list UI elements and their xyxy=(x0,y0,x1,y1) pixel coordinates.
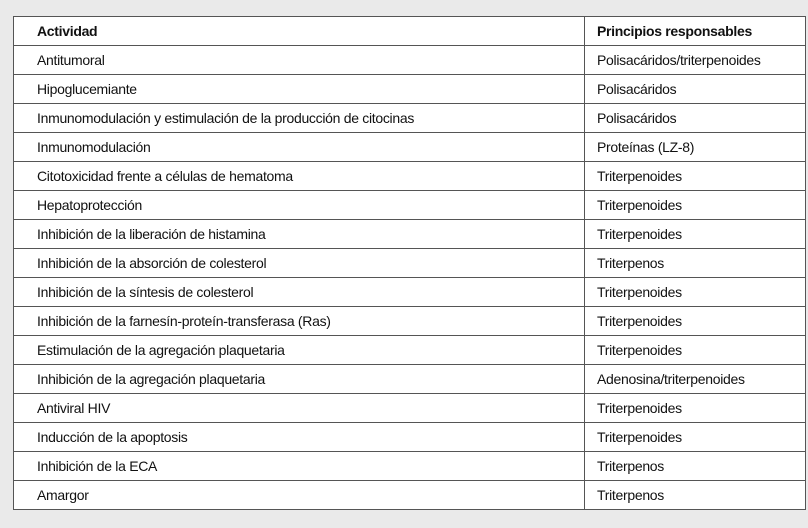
cell-actividad: Antiviral HIV xyxy=(14,394,585,423)
cell-actividad: Antitumoral xyxy=(14,46,585,75)
table-row xyxy=(14,481,806,510)
cell-principios: Triterpenoides xyxy=(585,423,806,452)
cell-actividad: Citotoxicidad frente a células de hematoma xyxy=(14,162,585,191)
table-row xyxy=(14,104,806,133)
cell-principios: Triterpenoides xyxy=(585,307,806,336)
table-row xyxy=(14,278,806,307)
cell-principios: Triterpenoides xyxy=(585,191,806,220)
cell-actividad: Amargor xyxy=(14,481,585,510)
table-row xyxy=(14,46,806,75)
cell-actividad: Inmunomodulación xyxy=(14,133,585,162)
table-header-row xyxy=(14,17,806,46)
table-row xyxy=(14,452,806,481)
cell-principios: Triterpenos xyxy=(585,481,806,510)
cell-principios: Triterpenoides xyxy=(585,394,806,423)
cell-actividad: Estimulación de la agregación plaquetaria xyxy=(14,336,585,365)
cell-actividad: Hepatoprotección xyxy=(14,191,585,220)
table-row xyxy=(14,191,806,220)
cell-actividad: Inhibición de la ECA xyxy=(14,452,585,481)
cell-principios: Polisacáridos xyxy=(585,104,806,133)
table-row xyxy=(14,249,806,278)
cell-principios: Triterpenoides xyxy=(585,162,806,191)
cell-principios: Triterpenos xyxy=(585,452,806,481)
table-row xyxy=(14,307,806,336)
table-row xyxy=(14,133,806,162)
cell-actividad: Inhibición de la agregación plaquetaria xyxy=(14,365,585,394)
table-row xyxy=(14,336,806,365)
cell-actividad: Inhibición de la farnesín-proteín-transferasa (Ras) xyxy=(14,307,585,336)
activity-table xyxy=(13,16,806,510)
cell-principios: Triterpenoides xyxy=(585,220,806,249)
cell-principios: Triterpenoides xyxy=(585,278,806,307)
cell-principios: Proteínas (LZ-8) xyxy=(585,133,806,162)
cell-actividad: Inmunomodulación y estimulación de la producción de citocinas xyxy=(14,104,585,133)
table-row xyxy=(14,75,806,104)
table-row xyxy=(14,162,806,191)
activity-table-container xyxy=(13,16,805,510)
header-actividad: Actividad xyxy=(14,17,585,46)
table-row xyxy=(14,394,806,423)
cell-principios: Triterpenos xyxy=(585,249,806,278)
cell-actividad: Inhibición de la liberación de histamina xyxy=(14,220,585,249)
cell-principios: Polisacáridos/triterpenoides xyxy=(585,46,806,75)
table-row xyxy=(14,220,806,249)
cell-principios: Adenosina/triterpenoides xyxy=(585,365,806,394)
cell-actividad: Inhibición de la absorción de colesterol xyxy=(14,249,585,278)
cell-actividad: Hipoglucemiante xyxy=(14,75,585,104)
table-row xyxy=(14,423,806,452)
table-row xyxy=(14,365,806,394)
header-principios-responsables: Principios responsables xyxy=(585,17,806,46)
cell-actividad: Inducción de la apoptosis xyxy=(14,423,585,452)
cell-actividad: Inhibición de la síntesis de colesterol xyxy=(14,278,585,307)
cell-principios: Triterpenoides xyxy=(585,336,806,365)
cell-principios: Polisacáridos xyxy=(585,75,806,104)
